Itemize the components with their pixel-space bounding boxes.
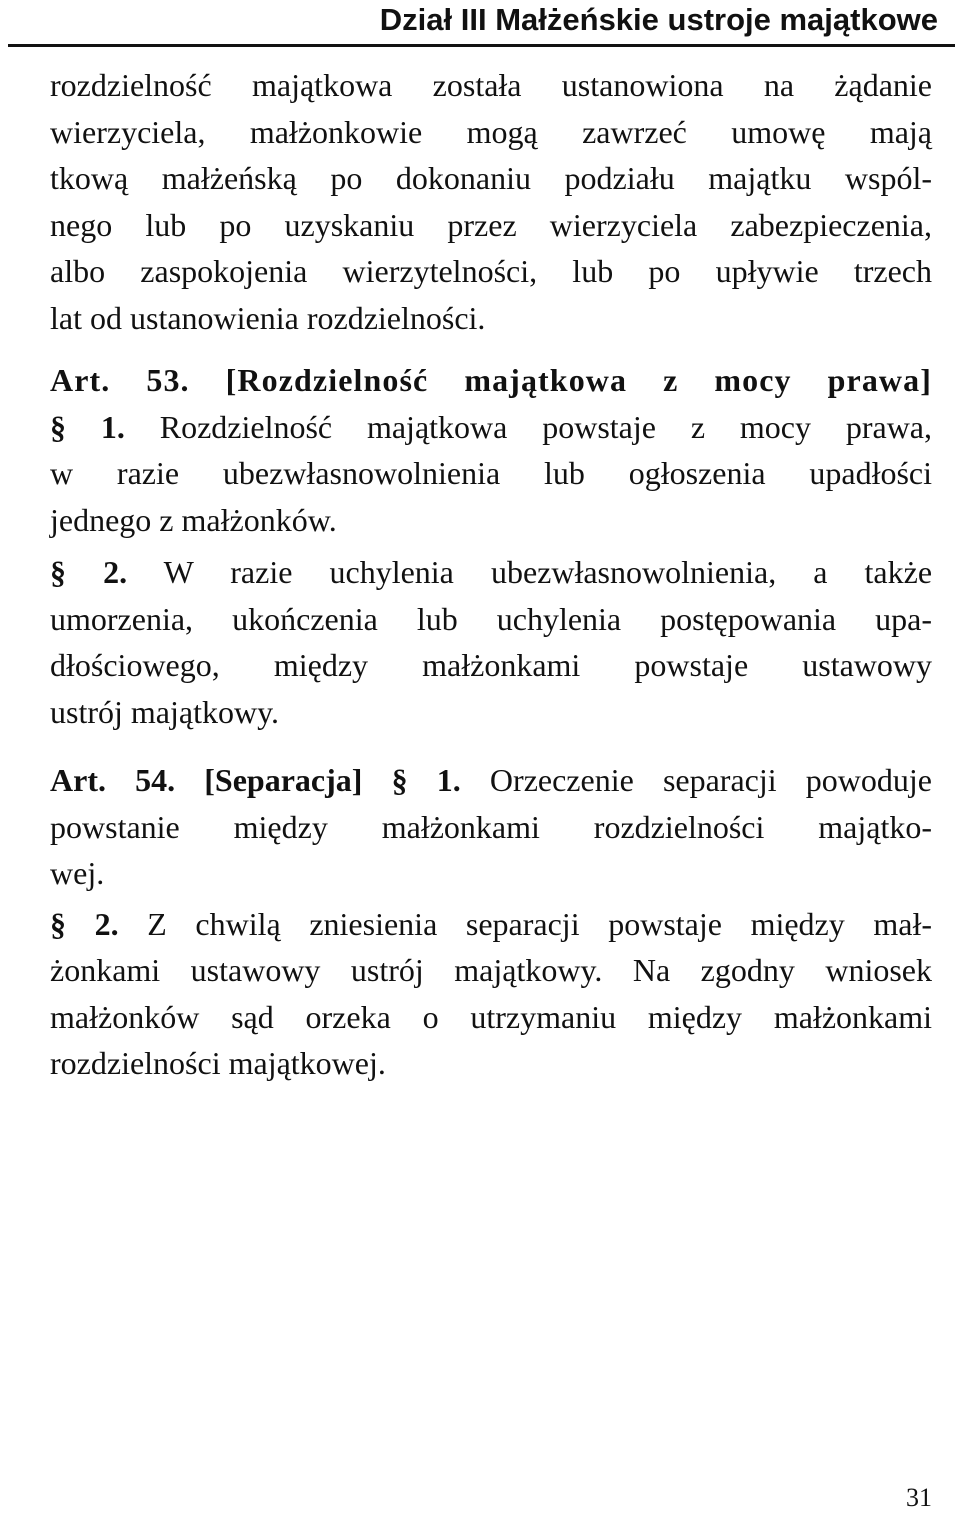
running-header [0, 0, 960, 48]
text-line: tkową małżeńską po dokonaniu podziału majątku wspól- [50, 160, 932, 196]
article-54-heading: Art. 54. [Separacja] § 1. Orzeczenie separacji powoduje [50, 762, 933, 798]
intro-paragraph [50, 62, 932, 341]
text-line: powstanie między małżonkami rozdzielności majątko- [50, 808, 932, 845]
text-line: rozdzielności majątkowej. [50, 1045, 386, 1081]
article-54 [50, 757, 932, 1087]
text-line: umorzenia, ukończenia lub uchylenia postępowania upa- [50, 600, 932, 637]
text-line: żonkami ustawowy ustrój majątkowy. Na zgodny wniosek [50, 952, 932, 988]
article-54-label: Art. 54. [Separacja] § 1. [50, 762, 461, 798]
article-53-paragraph-2: § 2. W razie uchylenia ubezwłasnowolnienia, a także [50, 554, 933, 590]
text-line: w razie ubezwłasnowolnienia lub ogłoszenia upadłości [50, 455, 932, 491]
text-line: wierzyciela, małżonkowie mogą zawrzeć umowę mają [50, 113, 932, 150]
text-line: małżonków sąd orzeka o utrzymaniu między małżonkami [50, 998, 932, 1035]
article-53-heading: Art. 53. [Rozdzielność majątkowa z mocy prawa] [50, 362, 932, 398]
text-line: ustrój majątkowy. [50, 693, 279, 730]
text-line: wej. [50, 855, 105, 891]
article-53 [50, 357, 932, 735]
text-line: jednego z małżonków. [50, 501, 337, 538]
section-marker: § 1. [50, 408, 125, 445]
page-body [50, 62, 932, 1087]
section-marker: § 2. [50, 554, 128, 590]
text-line: rozdzielność majątkowa została ustanowiona na żądanie [50, 67, 932, 103]
text-line: albo zaspokojenia wierzytelności, lub po upływie trzech [50, 253, 932, 289]
section-marker: § 2. [50, 905, 119, 942]
page-number: 31 [906, 1483, 932, 1512]
text-line: nego lub po uzyskaniu przez wierzyciela zabezpieczenia, [50, 206, 932, 243]
article-53-paragraph-1: § 1. Rozdzielność majątkowa powstaje z mocy prawa, [50, 408, 933, 445]
text-line: lat od ustanowienia rozdzielności. [50, 299, 486, 336]
header-rule [8, 44, 955, 47]
article-54-paragraph-2: § 2. Z chwilą zniesienia separacji powstaje między mał- [50, 905, 933, 942]
chapter-title: Dział III Małżeńskie ustroje majątkowe [379, 2, 938, 37]
text-line: dłościowego, między małżonkami powstaje ustawowy [50, 647, 932, 683]
